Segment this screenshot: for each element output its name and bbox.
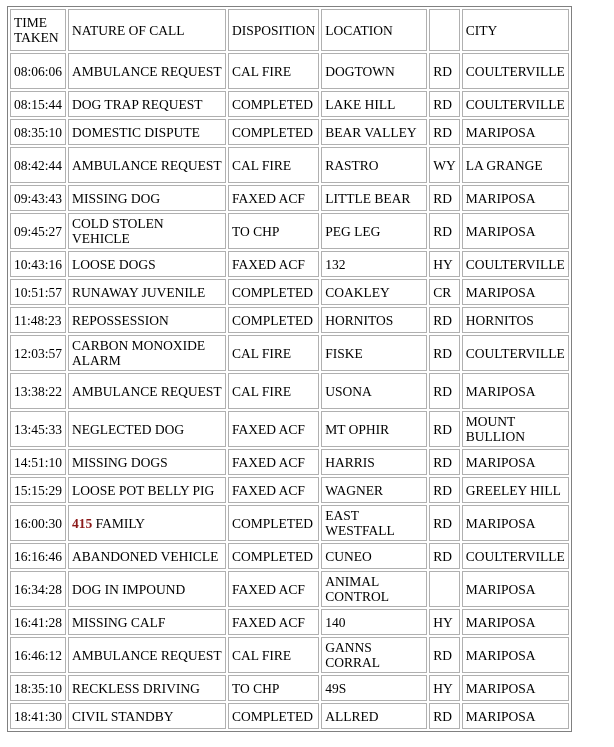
cell-location: 49S	[321, 675, 427, 701]
cell-nature: MISSING DOGS	[68, 449, 226, 475]
cell-suffix	[429, 571, 460, 607]
cell-nature: REPOSSESSION	[68, 307, 226, 333]
call-log-body	[10, 9, 569, 729]
table-row	[10, 505, 569, 541]
cell-time: 08:06:06	[10, 53, 66, 89]
cell-nature: LOOSE DOGS	[68, 251, 226, 277]
cell-disposition: CAL FIRE	[228, 147, 319, 183]
cell-suffix: RD	[429, 505, 460, 541]
cell-nature: CIVIL STANDBY	[68, 703, 226, 729]
header-city: CITY	[462, 9, 569, 51]
cell-city: MARIPOSA	[462, 373, 569, 409]
table-row	[10, 675, 569, 701]
cell-location: BEAR VALLEY	[321, 119, 427, 145]
table-row	[10, 213, 569, 249]
cell-location: CUNEO	[321, 543, 427, 569]
cell-time: 08:35:10	[10, 119, 66, 145]
cell-disposition: CAL FIRE	[228, 637, 319, 673]
cell-city: MARIPOSA	[462, 675, 569, 701]
cell-suffix: HY	[429, 251, 460, 277]
cell-city: MARIPOSA	[462, 119, 569, 145]
call-log-table	[7, 6, 572, 732]
cell-time: 09:43:43	[10, 185, 66, 211]
table-row	[10, 307, 569, 333]
cell-time: 16:16:46	[10, 543, 66, 569]
cell-disposition: FAXED ACF	[228, 609, 319, 635]
cell-city: COULTERVILLE	[462, 53, 569, 89]
call-code: 415	[72, 515, 93, 531]
table-row	[10, 637, 569, 673]
cell-city: MARIPOSA	[462, 703, 569, 729]
cell-disposition: COMPLETED	[228, 505, 319, 541]
cell-suffix: RD	[429, 477, 460, 503]
cell-location: RASTRO	[321, 147, 427, 183]
cell-nature: AMBULANCE REQUEST	[68, 637, 226, 673]
cell-nature: AMBULANCE REQUEST	[68, 53, 226, 89]
table-row	[10, 373, 569, 409]
cell-nature	[68, 505, 226, 541]
cell-suffix: RD	[429, 637, 460, 673]
cell-time: 11:48:23	[10, 307, 66, 333]
cell-time: 08:15:44	[10, 91, 66, 117]
cell-location: GANNS CORRAL	[321, 637, 427, 673]
cell-city: COULTERVILLE	[462, 251, 569, 277]
table-row	[10, 185, 569, 211]
cell-suffix: CR	[429, 279, 460, 305]
cell-city: MARIPOSA	[462, 185, 569, 211]
cell-disposition: COMPLETED	[228, 279, 319, 305]
cell-disposition: FAXED ACF	[228, 571, 319, 607]
table-row	[10, 91, 569, 117]
cell-city: HORNITOS	[462, 307, 569, 333]
table-row	[10, 411, 569, 447]
cell-disposition: COMPLETED	[228, 703, 319, 729]
cell-nature: DOG TRAP REQUEST	[68, 91, 226, 117]
cell-time: 16:41:28	[10, 609, 66, 635]
cell-suffix: RD	[429, 213, 460, 249]
cell-location: WAGNER	[321, 477, 427, 503]
header-row	[10, 9, 569, 51]
cell-time: 10:43:16	[10, 251, 66, 277]
cell-nature: AMBULANCE REQUEST	[68, 373, 226, 409]
cell-disposition: COMPLETED	[228, 307, 319, 333]
cell-time: 14:51:10	[10, 449, 66, 475]
cell-disposition: TO CHP	[228, 213, 319, 249]
cell-city: MARIPOSA	[462, 571, 569, 607]
cell-nature: MISSING CALF	[68, 609, 226, 635]
table-row	[10, 53, 569, 89]
cell-time: 13:45:33	[10, 411, 66, 447]
cell-time: 18:41:30	[10, 703, 66, 729]
table-row	[10, 703, 569, 729]
cell-time: 12:03:57	[10, 335, 66, 371]
cell-location: 132	[321, 251, 427, 277]
cell-location: MT OPHIR	[321, 411, 427, 447]
cell-nature: LOOSE POT BELLY PIG	[68, 477, 226, 503]
table-row	[10, 571, 569, 607]
cell-disposition: COMPLETED	[228, 543, 319, 569]
cell-location: USONA	[321, 373, 427, 409]
cell-nature: RECKLESS DRIVING	[68, 675, 226, 701]
cell-city: LA GRANGE	[462, 147, 569, 183]
cell-city: GREELEY HILL	[462, 477, 569, 503]
cell-disposition: FAXED ACF	[228, 449, 319, 475]
cell-suffix: RD	[429, 449, 460, 475]
cell-city: COULTERVILLE	[462, 543, 569, 569]
call-nature-text: FAMILY	[95, 515, 146, 531]
cell-suffix: WY	[429, 147, 460, 183]
cell-suffix: RD	[429, 119, 460, 145]
cell-suffix: RD	[429, 373, 460, 409]
cell-disposition: CAL FIRE	[228, 373, 319, 409]
cell-location: EAST WESTFALL	[321, 505, 427, 541]
cell-city: MARIPOSA	[462, 609, 569, 635]
cell-nature: ABANDONED VEHICLE	[68, 543, 226, 569]
cell-disposition: COMPLETED	[228, 119, 319, 145]
cell-suffix: RD	[429, 411, 460, 447]
table-row	[10, 279, 569, 305]
cell-nature: RUNAWAY JUVENILE	[68, 279, 226, 305]
cell-location: LAKE HILL	[321, 91, 427, 117]
cell-suffix: HY	[429, 609, 460, 635]
cell-time: 16:00:30	[10, 505, 66, 541]
cell-suffix: RD	[429, 335, 460, 371]
cell-location: DOGTOWN	[321, 53, 427, 89]
cell-time: 15:15:29	[10, 477, 66, 503]
cell-location: ANIMAL CONTROL	[321, 571, 427, 607]
cell-suffix: RD	[429, 185, 460, 211]
table-row	[10, 609, 569, 635]
table-row	[10, 449, 569, 475]
header-suffix	[429, 9, 460, 51]
header-location: LOCATION	[321, 9, 427, 51]
cell-suffix: HY	[429, 675, 460, 701]
cell-nature: DOG IN IMPOUND	[68, 571, 226, 607]
cell-disposition: CAL FIRE	[228, 335, 319, 371]
cell-nature: DOMESTIC DISPUTE	[68, 119, 226, 145]
cell-disposition: TO CHP	[228, 675, 319, 701]
table-row	[10, 147, 569, 183]
cell-location: COAKLEY	[321, 279, 427, 305]
cell-city: MARIPOSA	[462, 213, 569, 249]
cell-suffix: RD	[429, 703, 460, 729]
cell-location: 140	[321, 609, 427, 635]
header-nature: NATURE OF CALL	[68, 9, 226, 51]
cell-time: 18:35:10	[10, 675, 66, 701]
cell-disposition: FAXED ACF	[228, 477, 319, 503]
cell-nature: MISSING DOG	[68, 185, 226, 211]
cell-time: 16:34:28	[10, 571, 66, 607]
cell-location: LITTLE BEAR	[321, 185, 427, 211]
table-row	[10, 543, 569, 569]
cell-location: FISKE	[321, 335, 427, 371]
header-disposition: DISPOSITION	[228, 9, 319, 51]
cell-time: 13:38:22	[10, 373, 66, 409]
header-time: TIME TAKEN	[10, 9, 66, 51]
cell-suffix: RD	[429, 307, 460, 333]
cell-time: 08:42:44	[10, 147, 66, 183]
table-row	[10, 335, 569, 371]
cell-time: 09:45:27	[10, 213, 66, 249]
table-row	[10, 477, 569, 503]
cell-nature: NEGLECTED DOG	[68, 411, 226, 447]
cell-city: MOUNT BULLION	[462, 411, 569, 447]
cell-city: MARIPOSA	[462, 637, 569, 673]
cell-disposition: FAXED ACF	[228, 251, 319, 277]
cell-city: COULTERVILLE	[462, 335, 569, 371]
cell-location: ALLRED	[321, 703, 427, 729]
cell-time: 16:46:12	[10, 637, 66, 673]
cell-city: MARIPOSA	[462, 449, 569, 475]
cell-suffix: RD	[429, 543, 460, 569]
cell-disposition: CAL FIRE	[228, 53, 319, 89]
cell-location: HARRIS	[321, 449, 427, 475]
cell-location: PEG LEG	[321, 213, 427, 249]
cell-city: MARIPOSA	[462, 505, 569, 541]
cell-location: HORNITOS	[321, 307, 427, 333]
cell-suffix: RD	[429, 53, 460, 89]
cell-disposition: COMPLETED	[228, 91, 319, 117]
table-row	[10, 119, 569, 145]
cell-nature: CARBON MONOXIDE ALARM	[68, 335, 226, 371]
cell-city: COULTERVILLE	[462, 91, 569, 117]
cell-suffix: RD	[429, 91, 460, 117]
cell-time: 10:51:57	[10, 279, 66, 305]
cell-nature: AMBULANCE REQUEST	[68, 147, 226, 183]
cell-nature: COLD STOLEN VEHICLE	[68, 213, 226, 249]
cell-disposition: FAXED ACF	[228, 185, 319, 211]
cell-disposition: FAXED ACF	[228, 411, 319, 447]
table-row	[10, 251, 569, 277]
cell-city: MARIPOSA	[462, 279, 569, 305]
